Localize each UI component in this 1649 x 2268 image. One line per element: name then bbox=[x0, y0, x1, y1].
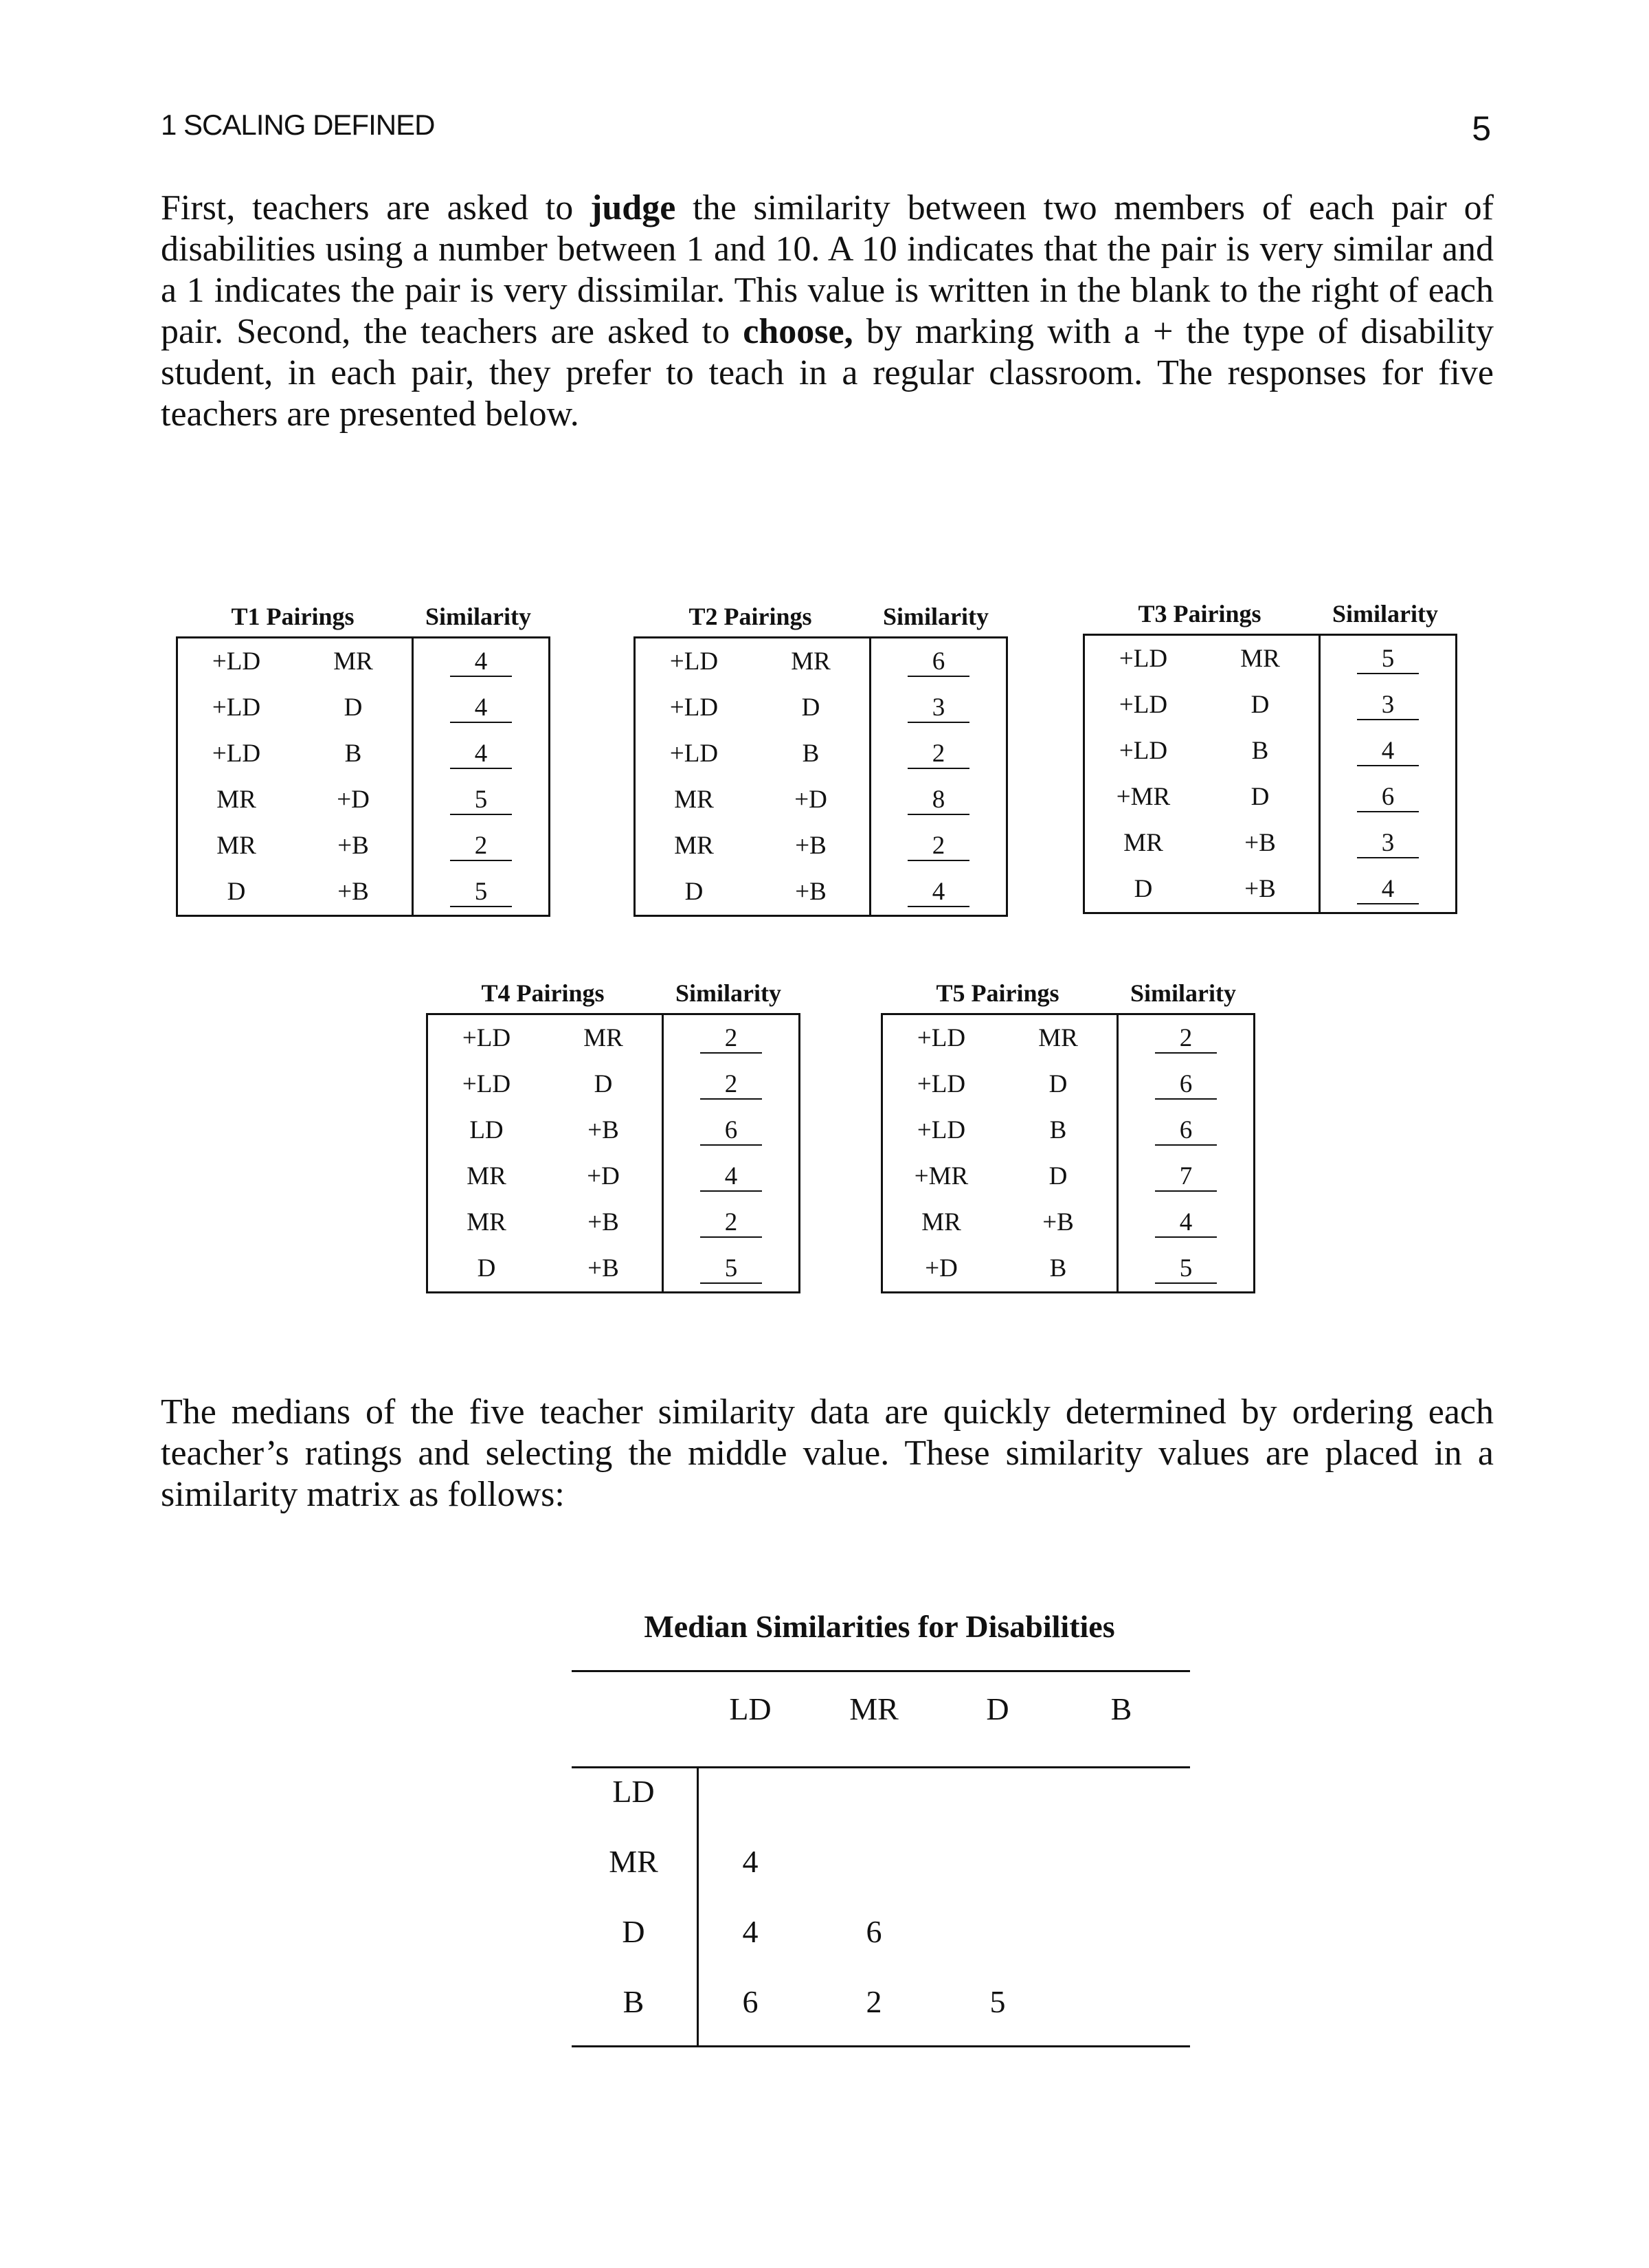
similarity-header: Similarity bbox=[425, 603, 531, 630]
pairings-table bbox=[426, 1013, 800, 1293]
table-row bbox=[882, 1245, 1255, 1293]
page-number: 5 bbox=[1472, 109, 1491, 148]
pair-first: +LD bbox=[669, 693, 719, 722]
pair-second: MR bbox=[333, 647, 373, 676]
table-row bbox=[635, 731, 1007, 777]
similarity-header: Similarity bbox=[883, 603, 989, 630]
pair-second: D bbox=[594, 1070, 613, 1098]
similarity-value: 6 bbox=[908, 648, 969, 677]
pair-first: +LD bbox=[1119, 737, 1168, 765]
similarity-value: 6 bbox=[1155, 1071, 1217, 1100]
pair-first: +LD bbox=[212, 647, 261, 676]
table-row bbox=[1084, 635, 1457, 682]
pair-first: D bbox=[227, 878, 246, 906]
similarity-value: 6 bbox=[1155, 1117, 1217, 1146]
similarity-value: 2 bbox=[908, 740, 969, 769]
pair-second: +D bbox=[794, 786, 827, 814]
pair-second: MR bbox=[583, 1024, 623, 1052]
similarity-value: 4 bbox=[1357, 737, 1419, 766]
similarity-value: 3 bbox=[1357, 830, 1419, 858]
table-row bbox=[1084, 728, 1457, 774]
matrix-col-header: D bbox=[986, 1691, 1009, 1726]
matrix-bottom-rule bbox=[572, 2045, 1190, 2047]
matrix-row-label: MR bbox=[609, 1844, 658, 1879]
matrix-row-label: LD bbox=[612, 1774, 655, 1809]
matrix-row-label: B bbox=[622, 1984, 644, 2019]
similarity-value: 2 bbox=[1155, 1025, 1217, 1054]
similarity-value: 4 bbox=[1155, 1209, 1217, 1238]
table-row bbox=[427, 1107, 800, 1153]
table-row bbox=[635, 823, 1007, 869]
matrix-title: Median Similarities for Disabilities bbox=[644, 1609, 1115, 1644]
pair-first: MR bbox=[467, 1208, 506, 1236]
pair-first: +LD bbox=[1119, 645, 1168, 673]
similarity-value: 3 bbox=[908, 694, 969, 723]
table-row bbox=[882, 1107, 1255, 1153]
table-row bbox=[882, 1153, 1255, 1199]
table-row bbox=[1084, 866, 1457, 913]
table-row bbox=[177, 685, 550, 731]
medians-paragraph: The medians of the five teacher similarity data are quickly determined by ordering each teacher’s ratings and selecting the middle value. These similarity values are placed in a similarity matrix as follows: bbox=[161, 1392, 1494, 1514]
teacher-table-t1 bbox=[176, 598, 561, 917]
pair-first: +LD bbox=[669, 740, 719, 768]
pair-first: MR bbox=[921, 1208, 961, 1236]
table-row bbox=[882, 1199, 1255, 1245]
similarity-value: 3 bbox=[1357, 691, 1419, 720]
table-row bbox=[427, 1245, 800, 1293]
table-row bbox=[427, 1153, 800, 1199]
teacher-table-t4 bbox=[426, 975, 811, 1293]
pair-second: +D bbox=[337, 786, 370, 814]
similarity-value: 5 bbox=[450, 878, 512, 907]
pair-first: D bbox=[684, 878, 704, 906]
teacher-table-t2 bbox=[633, 598, 1018, 917]
pair-first: +LD bbox=[1119, 691, 1168, 719]
similarity-value: 5 bbox=[700, 1255, 762, 1284]
pair-first: LD bbox=[469, 1116, 504, 1144]
table-row bbox=[177, 777, 550, 823]
pair-second: B bbox=[344, 740, 362, 768]
pair-first: +LD bbox=[917, 1024, 966, 1052]
pair-first: +LD bbox=[212, 740, 261, 768]
matrix-cell: 4 bbox=[742, 1844, 759, 1879]
table-row bbox=[882, 1061, 1255, 1107]
similarity-value: 8 bbox=[908, 786, 969, 815]
similarity-value: 6 bbox=[700, 1117, 762, 1146]
table-row bbox=[635, 777, 1007, 823]
similarity-header: Similarity bbox=[1332, 600, 1438, 627]
matrix-cell: 4 bbox=[742, 1914, 759, 1949]
table-row bbox=[1084, 682, 1457, 728]
table-row bbox=[1084, 820, 1457, 866]
pairings-table bbox=[176, 636, 550, 917]
pair-second: D bbox=[1250, 691, 1270, 719]
similarity-value: 2 bbox=[700, 1071, 762, 1100]
table-row bbox=[177, 731, 550, 777]
pair-second: +B bbox=[587, 1116, 619, 1144]
pair-first: +LD bbox=[462, 1024, 511, 1052]
pair-second: +B bbox=[795, 832, 827, 860]
pair-second: +B bbox=[1244, 875, 1276, 903]
similarity-header: Similarity bbox=[1130, 979, 1236, 1007]
pair-first: +LD bbox=[212, 693, 261, 722]
pair-first: MR bbox=[216, 786, 256, 814]
pair-second: D bbox=[1250, 783, 1270, 811]
pairings-header: T1 Pairings bbox=[231, 603, 355, 630]
pair-first: +LD bbox=[669, 647, 719, 676]
pair-second: +B bbox=[587, 1254, 619, 1282]
pair-second: B bbox=[1251, 737, 1269, 765]
similarity-value: 6 bbox=[1357, 783, 1419, 812]
table-row bbox=[427, 1199, 800, 1245]
matrix-cell: 2 bbox=[866, 1984, 882, 2019]
pair-first: MR bbox=[674, 832, 714, 860]
similarity-value: 5 bbox=[1155, 1255, 1217, 1284]
intro-choose: choose, bbox=[743, 312, 853, 351]
pair-second: +B bbox=[1244, 829, 1276, 857]
table-row bbox=[1084, 774, 1457, 820]
similarity-value: 7 bbox=[1155, 1163, 1217, 1192]
pair-first: MR bbox=[1123, 829, 1163, 857]
pairings-table bbox=[881, 1013, 1255, 1293]
similarity-value: 4 bbox=[450, 648, 512, 677]
similarity-value: 4 bbox=[908, 878, 969, 907]
table-row bbox=[427, 1014, 800, 1062]
pair-second: MR bbox=[1240, 645, 1280, 673]
pair-second: B bbox=[1049, 1116, 1067, 1144]
pair-second: +B bbox=[337, 878, 369, 906]
similarity-value: 5 bbox=[450, 786, 512, 815]
similarity-value: 2 bbox=[700, 1209, 762, 1238]
matrix-cell: 5 bbox=[989, 1984, 1006, 2019]
pair-first: +LD bbox=[917, 1070, 966, 1098]
similarity-value: 2 bbox=[450, 832, 512, 861]
pair-second: MR bbox=[1038, 1024, 1078, 1052]
pair-second: MR bbox=[791, 647, 831, 676]
similarity-value: 4 bbox=[700, 1163, 762, 1192]
matrix-col-header: MR bbox=[849, 1691, 899, 1726]
similarity-value: 2 bbox=[908, 832, 969, 861]
similarity-header: Similarity bbox=[675, 979, 781, 1007]
pair-first: MR bbox=[674, 786, 714, 814]
similarity-value: 5 bbox=[1357, 645, 1419, 674]
similarity-value: 4 bbox=[450, 694, 512, 723]
table-row bbox=[635, 638, 1007, 685]
pairings-header: T5 Pairings bbox=[936, 979, 1059, 1007]
pair-first: +MR bbox=[914, 1162, 969, 1190]
pair-second: D bbox=[1048, 1070, 1068, 1098]
intro-judge: judge bbox=[590, 188, 676, 227]
intro-paragraph bbox=[161, 188, 1494, 435]
running-header bbox=[161, 109, 1491, 150]
table-row bbox=[635, 869, 1007, 916]
pair-first: MR bbox=[467, 1162, 506, 1190]
table-row bbox=[882, 1014, 1255, 1062]
teacher-table-t5 bbox=[881, 975, 1266, 1293]
pair-second: B bbox=[802, 740, 820, 768]
pair-first: D bbox=[1134, 875, 1153, 903]
similarity-value: 2 bbox=[700, 1025, 762, 1054]
pairings-table bbox=[1083, 634, 1457, 914]
similarity-value: 4 bbox=[1357, 876, 1419, 904]
pairings-header: T4 Pairings bbox=[481, 979, 605, 1007]
table-row bbox=[177, 638, 550, 685]
pair-second: D bbox=[801, 693, 820, 722]
matrix-cell: 6 bbox=[866, 1914, 882, 1949]
pairings-table bbox=[633, 636, 1008, 917]
intro-text-2: the similarity between two members of each pair of disabilities using a number between 1 and 10. A 10 indicates that the pair is very similar and a 1 indicates the pair is very dissimilar. This value is written in the blank to the right of each pair. Second, the teachers are asked to bbox=[161, 188, 1494, 351]
pairings-header: T2 Pairings bbox=[688, 603, 812, 630]
intro-text-1: First, teachers are asked to bbox=[161, 188, 591, 227]
pair-first: +MR bbox=[1116, 783, 1171, 811]
pair-second: +B bbox=[795, 878, 827, 906]
matrix-col-header: B bbox=[1110, 1691, 1132, 1726]
similarity-value: 4 bbox=[450, 740, 512, 769]
matrix-cell: 6 bbox=[742, 1984, 759, 2019]
matrix-last-row bbox=[572, 1670, 1190, 2027]
table-row bbox=[427, 1061, 800, 1107]
teacher-table-t3 bbox=[1083, 595, 1468, 914]
table-row bbox=[177, 869, 550, 916]
pair-second: D bbox=[344, 693, 363, 722]
pair-second: D bbox=[1048, 1162, 1068, 1190]
pair-first: +LD bbox=[462, 1070, 511, 1098]
pair-second: B bbox=[1049, 1254, 1067, 1282]
chapter-title: 1 SCALING DEFINED bbox=[161, 109, 435, 141]
pair-first: +D bbox=[925, 1254, 958, 1282]
table-row bbox=[635, 685, 1007, 731]
pair-first: D bbox=[477, 1254, 496, 1282]
matrix-col-header: LD bbox=[729, 1691, 772, 1726]
pair-second: +B bbox=[337, 832, 369, 860]
intro-text-3: by marking with a + the type of disability student, in each pair, they prefer to teach in a regular classroom. The responses for five teachers are presented below. bbox=[161, 312, 1494, 434]
pair-second: +B bbox=[1042, 1208, 1074, 1236]
pairings-header: T3 Pairings bbox=[1138, 600, 1261, 627]
pair-first: MR bbox=[216, 832, 256, 860]
pair-second: +B bbox=[587, 1208, 619, 1236]
pair-first: +LD bbox=[917, 1116, 966, 1144]
table-row bbox=[177, 823, 550, 869]
pair-second: +D bbox=[587, 1162, 620, 1190]
matrix-row-label: D bbox=[622, 1914, 645, 1949]
